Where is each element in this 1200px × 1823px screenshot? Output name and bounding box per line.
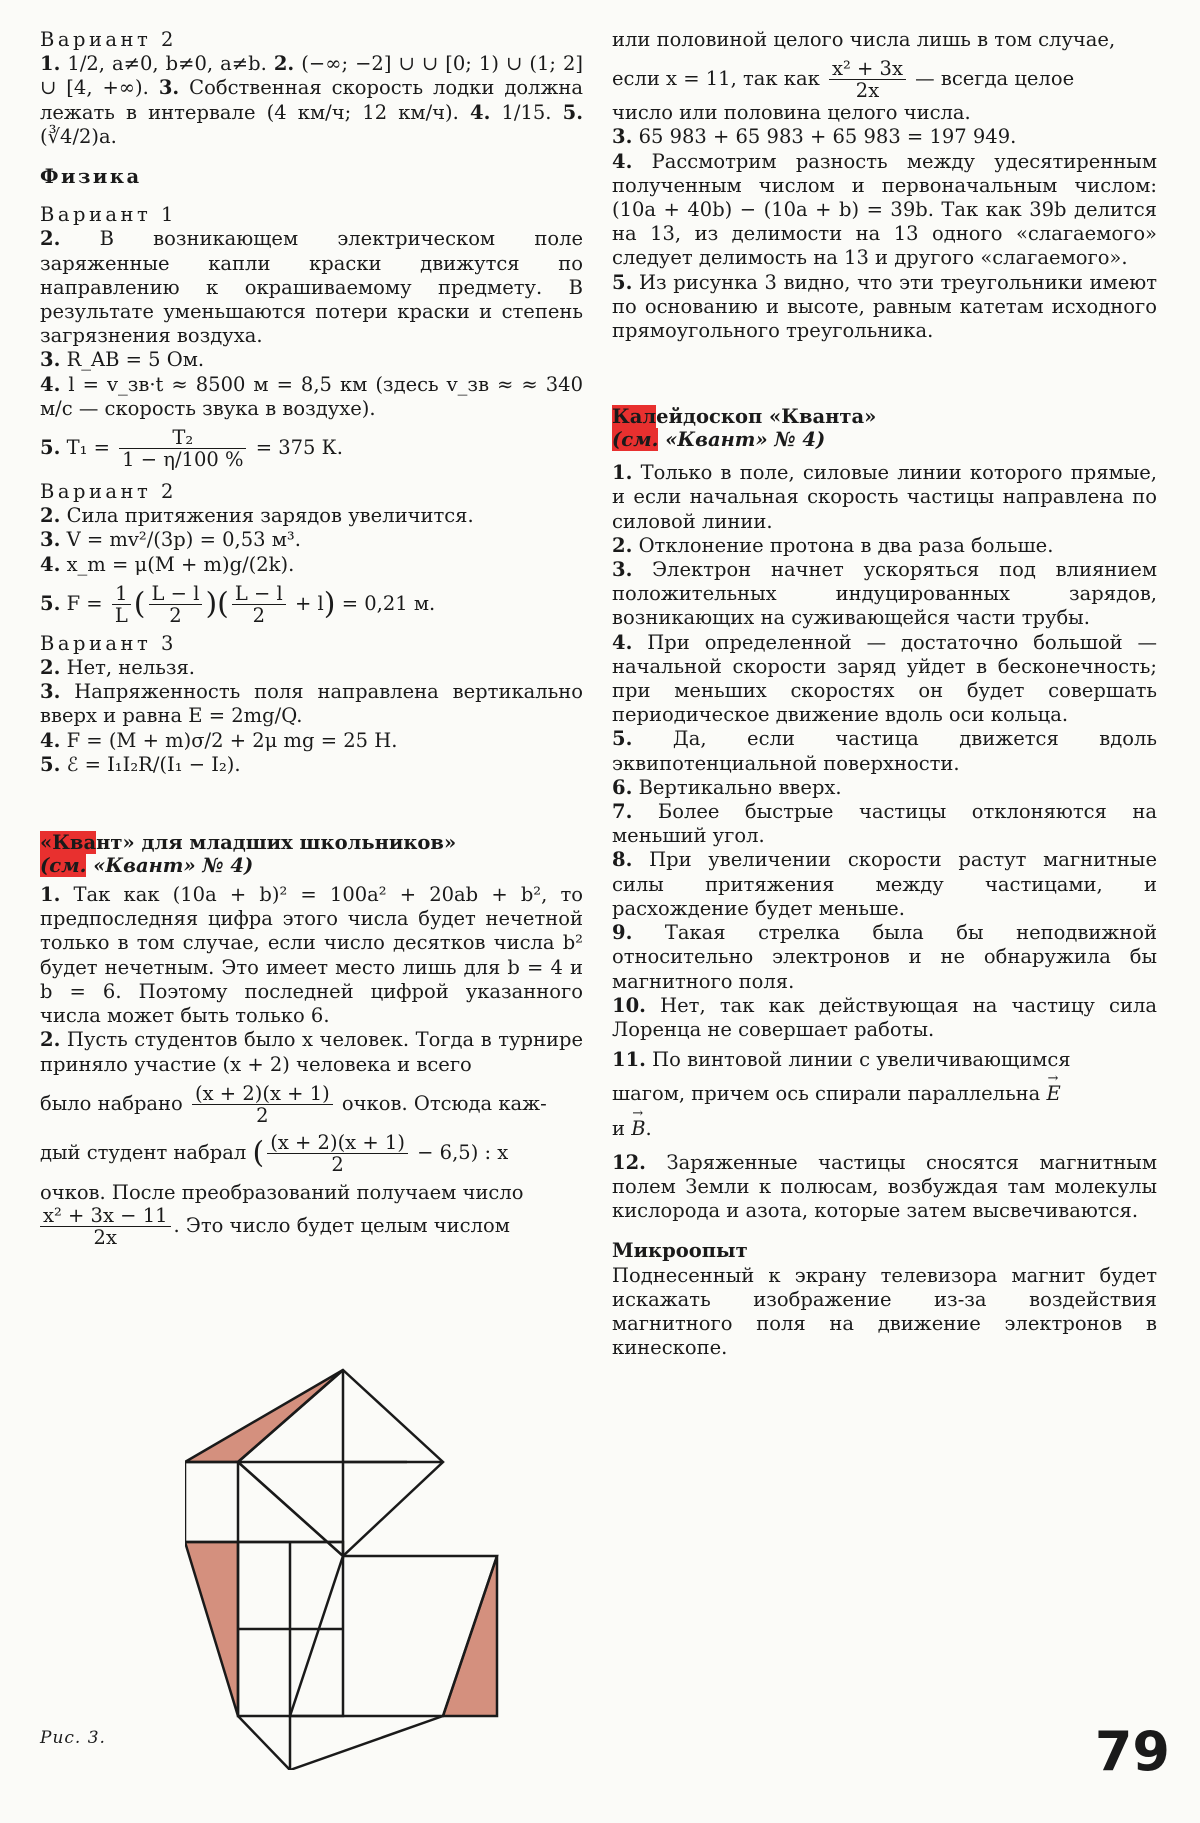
kaleidoscope-answer-11-line-b: шагом, причем ось спирали параллельна → E (612, 1082, 1157, 1106)
kvant-young-answer-2-line-b: было набрано $\frac{(x + 2)(x + 1)}{2}$ очков. Отсюда каж- (40, 1081, 547, 1127)
kvant-young-answer-3: 3. 65 983 + 65 983 + 65 983 = 197 949. (612, 125, 1017, 149)
kaleidoscope-heading: Калейдоскоп «Кванта» (см. «Квант» № 4) (612, 405, 877, 452)
physics-v3-answer-3: 3. Напряженность поля направлена вертикально вверх и равна E = 2mg/Q. (40, 680, 583, 728)
figure-3-diagram (185, 1368, 555, 1770)
microexperiment-title: Микроопыт (612, 1239, 748, 1263)
physics-v3-answer-4: 4. F = (M + m)σ/2 + 2μ mg = 25 Н. (40, 728, 398, 752)
kvant-young-answer-1: 1. Так как (10a + b)² = 100a² + 20ab + b², то предпоследняя цифра этого числа будет нечетной только в том случае, если число десятков числа b² будет нечетным. Это имеет место лишь для b = 4 и b = 6. Поэтому последней цифрой указанного числа может быть только 6. (40, 883, 583, 1028)
fraction: $\frac{L - l}{2}$ (232, 583, 286, 626)
kaleidoscope-answer-11-line-c: и → B. (612, 1117, 1157, 1141)
physics-v1-answer-2: 2. В возникающем электрическом поле заряженные капли краски движутся по направлению к окрашиваемому предмету. В результате уменьшаются потери краски и степень загрязнения воздуха. (40, 227, 583, 348)
fraction: $\frac{\text{T₂}}{1 - \eta/100 \%}$ (119, 427, 246, 470)
right-column (612, 28, 1157, 1360)
kaleidoscope-answer-11: 11. По винтовой линии с увеличивающимся (612, 1048, 1071, 1072)
fraction: $\frac{1}{L}$ (112, 583, 131, 626)
kvant-young-answer-2-line-c: дый студент набрал ( $\frac{(x + 2)(x + 1)}{2}$ − 6,5) : x (40, 1130, 509, 1176)
shaded-triangle-bottom-left (185, 1542, 238, 1716)
physics-v1-answer-3: 3. R_AB = 5 Ом. (40, 348, 205, 372)
kvant-young-answer-2-line-h: число или половина целого числа. (612, 101, 971, 125)
physics-title: Физика (40, 165, 142, 189)
kvant-young-heading: «Квант» для младших школьников» (см. «Квант» № 4) (40, 831, 457, 878)
kvant-young-answer-2-line-g: если x = 11, так как $\frac{\text{x² + 3x}}{2x}$ — всегда целое (612, 57, 1075, 103)
kvant-young-answer-4: 4. Рассмотрим разность между удесятиренным полученным числом и первоначальным числом: (10a + 40b) − (10a + b) = 39b. Так как 39b делится на 13, из делимости на 13 одного «слагаемого» следует делимость на 13 и другого «слагаемого». (612, 149, 1157, 270)
fraction: $\frac{(x + 2)(x + 1)}{2}$ (267, 1132, 408, 1175)
vector-e: → E (1047, 1082, 1061, 1106)
kaleidoscope-answer: 8. При увеличении скорости растут магнитные силы притяжения между частицами, и расхождение будет меньше. (612, 848, 1157, 920)
shaded-triangle-top-left (185, 1370, 343, 1462)
kaleidoscope-answer-12: 12. Заряженные частицы сносятся магнитным полем Земли к полюсам, возбуждая там молекулы кислорода и азота, которые затем высвечиваются. (612, 1150, 1157, 1223)
fraction: $\frac{L - l}{2}$ (149, 583, 203, 626)
kaleidoscope-answer: 1. Только в поле, силовые линии которого прямые, и если начальная скорость частицы направлена по силовой линии. (612, 461, 1157, 533)
physics-v3-answer-5: 5. ℰ = I₁I₂R/(I₁ − I₂). (40, 752, 241, 776)
physics-v2-heading: Вариант 2 (40, 480, 177, 504)
fraction: $\frac{(x + 2)(x + 1)}{2}$ (192, 1083, 333, 1126)
physics-v3-heading: Вариант 3 (40, 631, 177, 655)
physics-v2-answer-4: 4. x_m = μ(M + m)g/(2k). (40, 552, 295, 576)
physics-v2-answer-3: 3. V = mv²/(3p) = 0,53 м³. (40, 528, 301, 552)
kaleidoscope-answer: 3. Электрон начнет ускоряться под влиянием положительных индуцированных зарядов, возникающих на суживающейся части трубы. (612, 558, 1157, 630)
kaleidoscope-answer: 4. При определенной — достаточно большой — начальной скорости заряд уйдет в бесконечность; при меньших скоростях он будет совершать периодическое движение вдоль оси кольца. (612, 630, 1157, 727)
kaleidoscope-answers (612, 461, 1157, 1223)
left-square (185, 1462, 238, 1542)
kaleidoscope-answer: 2. Отклонение протона в два раза больше. (612, 533, 1054, 557)
physics-v1-answer-5: 5. T₁ = $\frac{\text{T₂}}{1 - \eta/100 \%}$ = 375 К. (40, 426, 343, 472)
math-variant2-heading: Вариант 2 (40, 28, 177, 51)
physics-v1-answer-4: 4. l = v_зв·t ≈ 8500 м = 8,5 км (здесь v_зв ≈ ≈ 340 м/с — скорость звука в воздухе). (40, 372, 583, 420)
kaleidoscope-answer: 6. Вертикально вверх. (612, 775, 842, 799)
physics-v1-heading: Вариант 1 (40, 203, 177, 227)
physics-v2-answer-2: 2. Сила притяжения зарядов увеличится. (40, 504, 474, 528)
fraction: $\frac{\text{x² + 3x − 11}}{2x}$ (40, 1205, 171, 1248)
figure-3-caption: Рис. 3. (40, 1728, 106, 1748)
kaleidoscope-answer: 7. Более быстрые частицы отклоняются на меньший угол. (612, 800, 1157, 848)
math-answers: 1. 1/2, a≠0, b≠0, a≠b. 2. (−∞; −2] ∪ ∪ [0; 1) ∪ (1; 2] ∪ [4, +∞). 3. Собственная скорость лодки должна лежать в интервале (4 км/ч; 12 км/ч). 4. 1/15. 5. (∛4/2)a. (40, 52, 584, 148)
vector-b: → B (631, 1117, 645, 1141)
kvant-young-answer-5: 5. Из рисунка 3 видно, что эти треугольники имеют по основанию и высоте, равным катетам исходного прямоугольного треугольника. (612, 270, 1157, 343)
physics-v3-answer-2: 2. Нет, нельзя. (40, 656, 195, 680)
left-column (40, 28, 583, 1248)
kvant-young-answer-2-line-e: $\frac{\text{x² + 3x − 11}}{2x}$ . Это число будет целым числом (40, 1205, 583, 1248)
page-number: 79 (1094, 1720, 1170, 1783)
kaleidoscope-answer: 10. Нет, так как действующая на частицу сила Лоренца не совершает работы. (612, 993, 1157, 1041)
kvant-young-answer-2: 2. Пусть студентов было x человек. Тогда в турнире приняло участие (x + 2) человека и всего (40, 1028, 584, 1076)
microexperiment-text: Поднесенный к экрану телевизора магнит будет искажать изображение из-за воздействия магнитного поля на движение электронов в кинескопе. (612, 1263, 1157, 1360)
physics-v2-answer-5: 5. F = $\frac{1}{L}$ ( $\frac{L - l}{2}$ )( $\frac{L - l}{2}$ + l) = 0,21 м. (40, 581, 436, 627)
kvant-young-answer-2-line-f: или половиной целого числа лишь в том случае, (612, 28, 1116, 51)
fraction: $\frac{\text{x² + 3x}}{2x}$ (829, 58, 906, 101)
kaleidoscope-answer: 5. Да, если частица движется вдоль эквипотенциальной поверхности. (612, 727, 1158, 775)
kaleidoscope-answer: 9. Такая стрелка была бы неподвижной относительно электронов и не обнаружила бы магнитного поля. (612, 921, 1157, 993)
kvant-young-answer-2-line-d: очков. После преобразований получаем число (40, 1180, 524, 1204)
